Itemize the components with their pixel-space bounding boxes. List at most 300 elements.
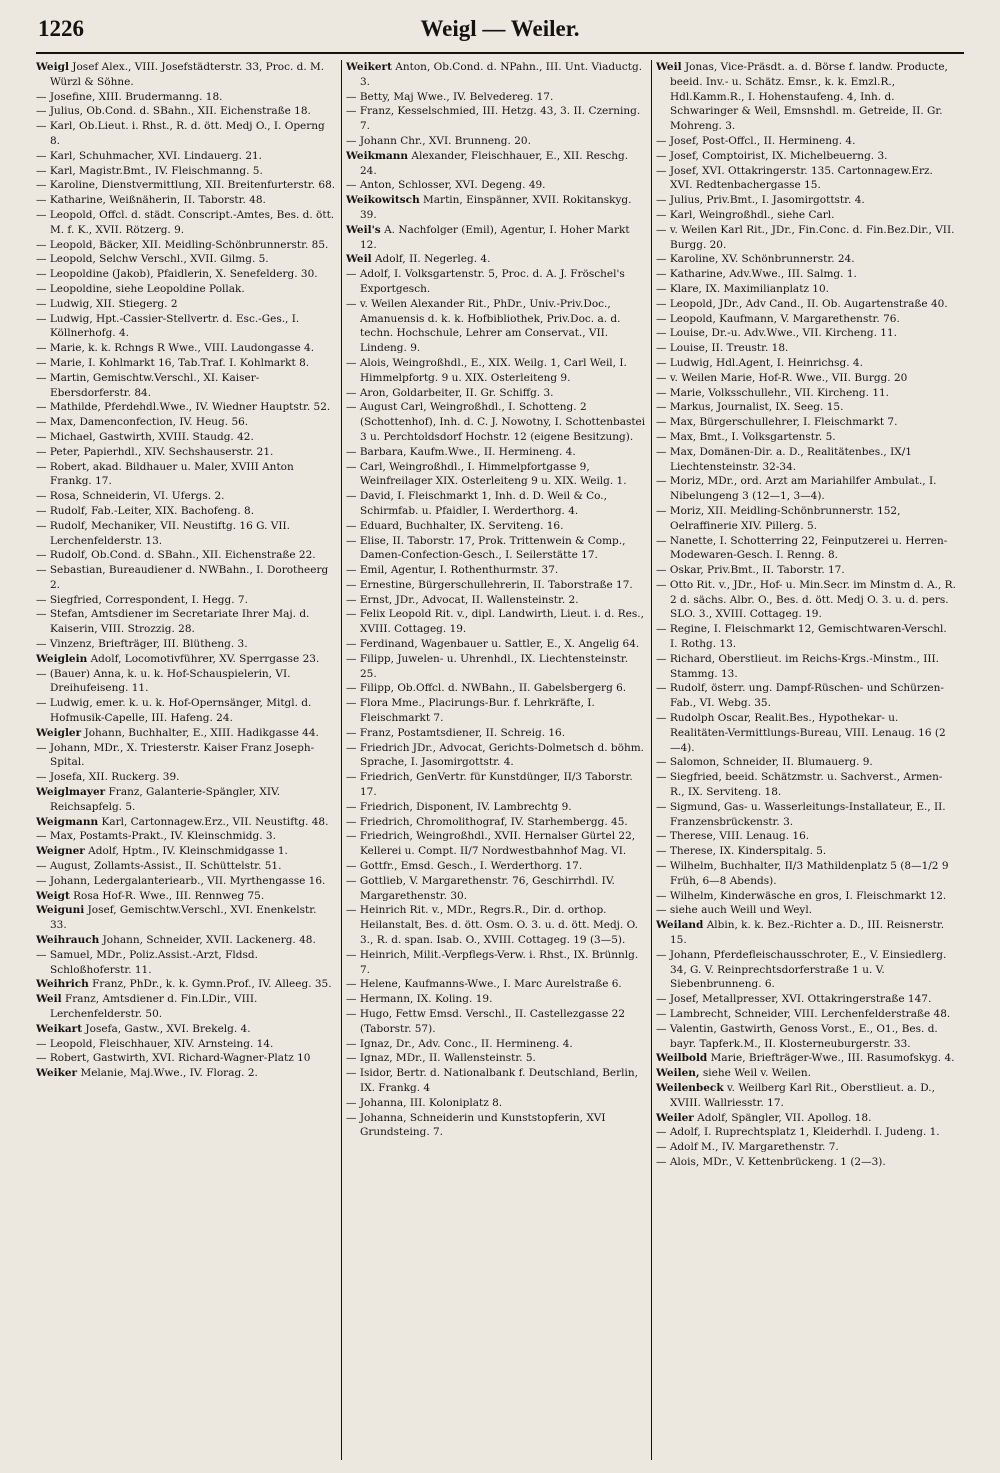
entry-headword: Weigl	[36, 61, 69, 73]
entry-headword: Weiglmayer	[36, 786, 106, 799]
directory-entry	[346, 859, 646, 874]
entry-text: — Felix Leopold Rit. v., dipl. Landwirth, Lieut. i. d. Res., XVIII. Cottageg. 19.	[346, 608, 644, 636]
entry-text: Alexander, Fleischhauer, E., XII. Reschg. 24.	[360, 149, 629, 177]
entry-text: — Josefa, XII. Ruckerg. 39.	[36, 771, 180, 784]
entry-text: — Karl, Weingroßhdl., siehe Carl.	[656, 208, 835, 221]
entry-text: — Carl, Weingroßhdl., I. Himmelpfortgasse 9, Weinfreilager XIX. Osterleiteng 9 u. XIX. Weilg. 1.	[346, 460, 627, 488]
entry-text: — Heinrich Rit. v., MDr., Regrs.R., Dir. d. orthop. Heilanstalt, Bes. d. ött. Osm. O. 3. u. d. ött. Medj. O. 3., R. d. span. Isab. O., XVIII. Cottageg. 19 (3—5).	[346, 904, 638, 947]
directory-entry	[36, 267, 336, 282]
directory-entry	[36, 607, 336, 637]
entry-text: — Rudolf, Fab.-Leiter, XIX. Bachofeng. 8.	[36, 504, 255, 517]
entry-text: Karl, Cartonnagew.Erz., VII. Neustiftg. 48.	[101, 815, 329, 828]
directory-entry	[36, 992, 336, 1022]
entry-text: — Josef, Comptoirist, IX. Michelbeuerng. 3.	[656, 149, 888, 162]
entry-text: — Robert, akad. Bildhauer u. Maler, XVIII Anton Frankg. 17.	[36, 460, 294, 488]
directory-entry	[36, 726, 336, 741]
directory-entry	[346, 903, 646, 947]
directory-entry	[36, 252, 336, 267]
directory-entry	[36, 178, 336, 193]
directory-entry	[346, 1066, 646, 1096]
entry-headword: Weigner	[36, 845, 85, 858]
entry-text: — Flora Mme., Placirungs-Bur. f. Lehrkräfte, I. Fleischmarkt 7.	[346, 697, 595, 725]
entry-headword: Weil's	[346, 223, 381, 236]
entry-text: Marie, Briefträger-Wwe., III. Rasumofskyg. 4.	[710, 1052, 955, 1065]
entry-text: — Louise, Dr.-u. Adv.Wwe., VII. Kircheng. 11.	[656, 327, 897, 340]
column-divider	[341, 60, 342, 1460]
entry-text: — Max, Bürgerschullehrer, I. Fleischmarkt 7.	[656, 416, 898, 429]
entry-headword: Weiguni	[36, 904, 85, 917]
directory-entry	[346, 1051, 646, 1066]
directory-entry	[36, 60, 336, 90]
column-3	[656, 60, 956, 1460]
entry-text: — Valentin, Gastwirth, Genoss Vorst., E., O1., Bes. d. bayr. Tapferk.M., II. Klosterneuburgerstr. 33.	[656, 1022, 938, 1050]
entry-text: — Rudolf, Mechaniker, VII. Neustiftg. 16 G. VII. Lerchenfelderstr. 13.	[36, 519, 290, 547]
directory-entry	[656, 208, 956, 223]
directory-entry	[346, 696, 646, 726]
directory-entry	[656, 504, 956, 534]
entry-text: — Hermann, IX. Koling. 19.	[346, 993, 493, 1006]
entry-text: — Josef, Post-Offcl., II. Hermineng. 4.	[656, 134, 856, 147]
directory-entry	[656, 800, 956, 830]
directory-entry	[656, 534, 956, 564]
entry-text: — Marie, I. Kohlmarkt 16, Tab.Traf. I. Kohlmarkt 8.	[36, 356, 310, 369]
directory-entry	[346, 534, 646, 564]
directory-entry	[36, 637, 336, 652]
directory-entry	[36, 400, 336, 415]
entry-text: — Leopoldine (Jakob), Pfaidlerin, X. Senefelderg. 30.	[36, 268, 318, 281]
entry-text: Adolf, Hptm., IV. Kleinschmidgasse 1.	[88, 845, 288, 858]
entry-text: — Eduard, Buchhalter, IX. Serviteng. 16.	[346, 519, 564, 532]
entry-text: — Vinzenz, Briefträger, III. Blütheng. 3.	[36, 638, 248, 651]
entry-text: — August Carl, Weingroßhdl., I. Schotteng. 2 (Schottenhof), Inh. d. C. J. Nowotny, I. Schottenbastei 3 u. Perchtoldsdorf Hochstr. 12 (eigene Besitzung).	[346, 401, 646, 443]
directory-entry	[36, 371, 336, 401]
directory-entry	[346, 992, 646, 1007]
directory-entry	[656, 681, 956, 711]
entry-headword: Weil	[346, 253, 372, 266]
directory-entry	[346, 1096, 646, 1111]
entry-text: — Klare, IX. Maximilianplatz 10.	[656, 282, 829, 295]
directory-entry	[36, 1051, 336, 1066]
directory-entry	[656, 267, 956, 282]
entry-text: — Leopold, Kaufmann, V. Margarethenstr. 76.	[656, 312, 900, 325]
entry-text: — Oskar, Priv.Bmt., II. Taborstr. 17.	[656, 564, 845, 577]
entry-text: — Leopold, Bäcker, XII. Meidling-Schönbrunnerstr. 85.	[36, 238, 329, 251]
entry-text: — Moriz, XII. Meidling-Schönbrunnerstr. 152, Oelraffinerie XIV. Pillerg. 5.	[656, 504, 901, 532]
entry-headword: Weiglein	[36, 652, 88, 665]
directory-entry	[656, 859, 956, 889]
entry-text: Melanie, Maj.Wwe., IV. Florag. 2.	[80, 1067, 258, 1080]
entry-text: Albin, k. k. Bez.-Richter a. D., III. Reisnerstr. 15.	[670, 919, 945, 947]
directory-entry	[346, 386, 646, 401]
directory-entry	[656, 297, 956, 312]
entry-text: Josefa, Gastw., XVI. Brekelg. 4.	[85, 1022, 251, 1035]
directory-entry	[346, 652, 646, 682]
directory-entry	[346, 741, 646, 771]
entry-text: — Johanna, Schneiderin und Kunststopferin, XVI Grundsteing. 7.	[346, 1111, 606, 1139]
entry-text: Josef, Gemischtw.Verschl., XVI. Enenkelstr. 33.	[50, 904, 317, 932]
entry-text: Johann, Buchhalter, E., XIII. Hadikgasse 44.	[84, 726, 319, 739]
entry-text: — Max, Bmt., I. Volksgartenstr. 5.	[656, 430, 836, 443]
directory-entry	[656, 474, 956, 504]
entry-text: — Siegfried, Correspondent, I. Hegg. 7.	[36, 593, 248, 606]
directory-entry	[656, 1051, 956, 1066]
entry-text: — Karl, Ob.Lieut. i. Rhst., R. d. ött. Medj O., I. Operng 8.	[36, 120, 325, 147]
entry-text: — Johann, Ledergalanteriearb., VII. Myrthengasse 16.	[36, 874, 326, 887]
directory-entry	[346, 193, 646, 223]
directory-entry	[656, 903, 956, 918]
entry-text: Martin, Einspänner, XVII. Rokitanskyg. 39.	[360, 194, 632, 221]
entry-text: — Rudolf, Ob.Cond. d. SBahn., XII. Eichenstraße 22.	[36, 549, 316, 562]
directory-entry	[656, 149, 956, 164]
entry-text: — Adolf, I. Ruprechtsplatz 1, Kleiderhdl. I. Judeng. 1.	[656, 1126, 940, 1139]
directory-entry	[346, 770, 646, 800]
directory-entry	[656, 652, 956, 682]
directory-entry	[36, 741, 336, 771]
directory-entry	[36, 785, 336, 815]
directory-entry	[346, 223, 646, 253]
entry-text: Adolf, Locomotivführer, XV. Sperrgasse 23.	[90, 652, 320, 665]
directory-entry	[346, 948, 646, 978]
entry-text: — Louise, II. Treustr. 18.	[656, 342, 789, 355]
directory-entry	[656, 164, 956, 194]
directory-entry	[656, 193, 956, 208]
entry-text: — Franz, Kesselschmied, III. Hetzg. 43, 3. II. Czerning. 7.	[346, 105, 641, 133]
directory-entry	[36, 815, 336, 830]
directory-entry	[36, 696, 336, 726]
directory-entry	[36, 297, 336, 312]
directory-entry	[346, 726, 646, 741]
entry-text: — Therese, VIII. Lenaug. 16.	[656, 830, 810, 843]
directory-entry	[36, 652, 336, 667]
directory-entry	[346, 60, 646, 90]
directory-entry	[346, 489, 646, 519]
entry-text: — Isidor, Bertr. d. Nationalbank f. Deutschland, Berlin, IX. Frankg. 4	[346, 1067, 638, 1094]
entry-text: — v. Weilen Marie, Hof-R. Wwe., VII. Burgg. 20	[656, 371, 908, 384]
entry-headword: Weikmann	[346, 149, 409, 162]
entry-headword: Weil	[36, 993, 62, 1006]
directory-entry	[656, 755, 956, 770]
directory-entry	[36, 889, 336, 904]
directory-entry	[346, 297, 646, 356]
entry-text: — Leopoldine, siehe Leopoldine Pollak.	[36, 282, 245, 295]
entry-text: — Moriz, MDr., ord. Arzt am Mariahilfer Ambulat., I. Nibelungeng 3 (12—1, 3—4).	[656, 475, 937, 503]
entry-text: — Katharine, Adv.Wwe., III. Salmg. 1.	[656, 268, 857, 281]
directory-entry	[346, 829, 646, 859]
directory-entry	[346, 578, 646, 593]
directory-entry	[656, 1140, 956, 1155]
column-2	[346, 60, 646, 1460]
directory-entry	[656, 326, 956, 341]
entry-text: Rosa Hof-R. Wwe., III. Rennweg 75.	[73, 889, 265, 902]
directory-entry	[656, 770, 956, 800]
directory-entry	[656, 415, 956, 430]
directory-entry	[346, 874, 646, 904]
entry-text: — Ignaz, MDr., II. Wallensteinstr. 5.	[346, 1052, 536, 1065]
entry-text: — Adolf, I. Volksgartenstr. 5, Proc. d. A. J. Fröschel's Exportgesch.	[346, 268, 625, 295]
entry-text: — Otto Rit. v., JDr., Hof- u. Min.Secr. im Minstm d. A., R. 2 d. sächs. Albr. O., Bes. d. ött. Medj O. 3. u. d. pers. SLO. 3., XVIII. Cottageg. 19.	[656, 578, 956, 621]
entry-text: Franz, Galanterie-Spängler, XIV. Reichsapfelg. 5.	[50, 786, 281, 813]
directory-entry	[36, 104, 336, 119]
directory-entry	[36, 593, 336, 608]
directory-entry	[36, 238, 336, 253]
directory-entry	[36, 164, 336, 179]
directory-entry	[346, 593, 646, 608]
entry-headword: Weikert	[346, 61, 392, 73]
entry-headword: Weil	[656, 61, 682, 73]
entry-text: — Robert, Gastwirth, XVI. Richard-Wagner-Platz 10	[36, 1052, 311, 1065]
directory-entry	[346, 637, 646, 652]
directory-entry	[656, 60, 956, 134]
entry-headword: Weiler	[656, 1111, 694, 1124]
entry-text: — Katharine, Weißnäherin, II. Taborstr. 48.	[36, 194, 266, 207]
directory-entry	[346, 267, 646, 297]
entry-text: — Alois, MDr., V. Kettenbrückeng. 1 (2—3).	[656, 1155, 886, 1168]
directory-entry	[656, 386, 956, 401]
entry-text: — Ernst, JDr., Advocat, II. Wallensteinstr. 2.	[346, 593, 579, 606]
directory-entry	[656, 844, 956, 859]
directory-entry	[656, 282, 956, 297]
entry-text: — Rudolf, österr. ung. Dampf-Rüschen- und Schürzen-Fab., VI. Webg. 35.	[656, 682, 944, 710]
entry-text: — Ferdinand, Wagenbauer u. Sattler, E., X. Angelig 64.	[346, 638, 640, 651]
directory-entry	[36, 90, 336, 105]
entry-text: — Ignaz, Dr., Adv. Conc., II. Hermineng. 4.	[346, 1037, 573, 1050]
directory-entry	[346, 815, 646, 830]
entry-headword: Weikowitsch	[346, 194, 420, 207]
directory-entry	[36, 977, 336, 992]
entry-text: — Siegfried, beeid. Schätzmstr. u. Sachverst., Armen-R., IX. Serviteng. 18.	[656, 771, 943, 799]
entry-text: — Friedrich, GenVertr. für Kunstdünger, II/3 Taborstr. 17.	[346, 771, 633, 799]
directory-entry	[36, 548, 336, 563]
entry-text: — Wilhelm, Kinderwäsche en gros, I. Fleischmarkt 12.	[656, 889, 947, 902]
entry-text: — Marie, k. k. Rchngs R Wwe., VIII. Laudongasse 4.	[36, 342, 315, 355]
entry-text: — Johann Chr., XVI. Brunneng. 20.	[346, 134, 531, 147]
entry-text: — Max, Domänen-Dir. a. D., Realitätenbes., IX/1 Liechtensteinstr. 32-34.	[656, 445, 912, 473]
entry-text: — Heinrich, Milit.-Verpflegs-Verw. i. Rhst., IX. Brünnlg. 7.	[346, 948, 639, 976]
directory-entry	[656, 371, 956, 386]
entry-text: — Julius, Ob.Cond. d. SBahn., XII. Eichenstraße 18.	[36, 105, 311, 118]
entry-headword: Weiker	[36, 1067, 78, 1080]
directory-entry	[36, 1066, 336, 1081]
directory-entry	[36, 519, 336, 549]
directory-entry	[656, 889, 956, 904]
directory-entry	[656, 223, 956, 253]
directory-entry	[656, 252, 956, 267]
directory-entry	[36, 859, 336, 874]
directory-entry	[346, 90, 646, 105]
directory-entry	[36, 933, 336, 948]
entry-headword: Weihrich	[36, 978, 89, 991]
entry-headword: Weigt	[36, 889, 70, 902]
entry-headword: Weigler	[36, 726, 82, 739]
entry-text: — David, I. Fleischmarkt 1, Inh. d. D. Weil & Co., Schirmfab. u. Pfaidler, I. Werderthorg. 4.	[346, 490, 607, 517]
directory-entry	[656, 400, 956, 415]
entry-text: — Friedrich, Weingroßhdl., XVII. Hernalser Gürtel 22, Kellerei u. Compt. II/7 Nordwestbahnhof Mag. VI.	[346, 830, 636, 858]
directory-entry	[346, 460, 646, 490]
directory-entry	[36, 415, 336, 430]
entry-text: Jonas, Vice-Präsdt. a. d. Börse f. landw. Producte, beeid. Inv.- u. Schätz. Emsr., k. k. Emzl.R., Hdl.Kamm.R., I. Hohenstaufeng. 4, Inh. d. Schwaringer & Weil, Emsnshdl. m. Getreide, II. Gr. Mohreng. 3.	[670, 61, 948, 133]
entry-text: — Franz, Postamtsdiener, II. Schreig. 16.	[346, 726, 566, 739]
entry-text: — Wilhelm, Buchhalter, II/3 Mathildenplatz 5 (8—1/2 9 Früh, 6—8 Abends).	[656, 860, 949, 887]
directory-entry	[656, 1155, 956, 1170]
entry-text: — Karl, Magistr.Bmt., IV. Fleischmanng. 5.	[36, 164, 263, 177]
directory-entry	[36, 504, 336, 519]
entry-text: — Salomon, Schneider, II. Blumauerg. 9.	[656, 756, 873, 769]
directory-entry	[656, 622, 956, 652]
directory-entry	[346, 1007, 646, 1037]
directory-entry	[36, 948, 336, 978]
entry-text: — Anton, Schlosser, XVI. Degeng. 49.	[346, 179, 546, 192]
entry-text: — Gottfr., Emsd. Gesch., I. Werderthorg. 17.	[346, 860, 583, 873]
entry-text: — Hugo, Fettw Emsd. Verschl., II. Castellezgasse 22 (Taborstr. 57).	[346, 1008, 626, 1035]
entry-text: — Samuel, MDr., Poliz.Assist.-Arzt, Fldsd. Schloßhoferstr. 11.	[36, 948, 258, 976]
directory-entry	[36, 282, 336, 297]
entry-text: — v. Weilen Alexander Rit., PhDr., Univ.-Priv.Doc., Amanuensis d. k. k. Hofbibliothek, Priv.Doc. a. d. techn. Hochschule, Lehrer am Conservat., VII. Lindeng. 9.	[346, 297, 621, 355]
entry-text: — Leopold, Fleischhauer, XIV. Arnsteing. 14.	[36, 1037, 274, 1050]
entry-headword: Weiland	[656, 919, 704, 932]
entry-headword: Weilbold	[656, 1052, 708, 1065]
directory-entry	[36, 460, 336, 490]
entry-text: — Johann, MDr., X. Triesterstr. Kaiser Franz Joseph-Spital.	[36, 741, 315, 769]
entry-text: — Emil, Agentur, I. Rothenthurmstr. 37.	[346, 564, 559, 577]
directory-entry	[656, 1125, 956, 1140]
directory-entry	[656, 918, 956, 948]
directory-entry	[346, 519, 646, 534]
entry-text: Adolf, Spängler, VII. Apollog. 18.	[697, 1111, 872, 1124]
entry-text: — Nanette, I. Schotterring 22, Feinputzerei u. Herren-Modewaren-Gesch. I. Renng. 8.	[656, 534, 948, 562]
directory-entry	[36, 149, 336, 164]
directory-entry	[346, 681, 646, 696]
entry-text: — Karoline, Dienstvermittlung, XII. Breitenfurterstr. 68.	[36, 179, 336, 192]
entry-text: Franz, PhDr., k. k. Gymn.Prof., IV. Alleeg. 35.	[92, 978, 332, 991]
directory-entry	[656, 341, 956, 356]
entry-text: — Rosa, Schneiderin, VI. Ufergs. 2.	[36, 490, 225, 503]
directory-entry	[346, 134, 646, 149]
directory-entry	[346, 445, 646, 460]
entry-text: — Stefan, Amtsdiener im Secretariate Ihrer Maj. d. Kaiserin, VIII. Strozzig. 28.	[36, 608, 310, 636]
entry-text: — Karoline, XV. Schönbrunnerstr. 24.	[656, 253, 855, 266]
directory-entry	[656, 563, 956, 578]
entry-text: — Friedrich, Chromolithograf, IV. Starhembergg. 45.	[346, 815, 628, 828]
running-head: Weigl — Weiler.	[420, 16, 580, 41]
entry-text: — Martin, Gemischtw.Verschl., XI. Kaiser-Ebersdorferstr. 84.	[36, 371, 260, 399]
entry-text: — Therese, IX. Kinderspitalg. 5.	[656, 845, 827, 858]
directory-entry	[346, 178, 646, 193]
entry-text: — Josefine, XIII. Brudermanng. 18.	[36, 90, 223, 103]
directory-entry	[656, 430, 956, 445]
entry-text: — Leopold, Offcl. d. städt. Conscript.-Amtes, Bes. d. ött. M. f. K., XVII. Rötzerg. 9.	[36, 208, 335, 236]
directory-entry	[346, 977, 646, 992]
entry-text: — Karl, Schuhmacher, XVI. Lindauerg. 21.	[36, 149, 263, 162]
directory-entry	[656, 711, 956, 755]
entry-text: — Ludwig, emer. k. u. k. Hof-Opernsänger, Mitgl. d. Hofmusik-Capelle, III. Hafeng. 24.	[36, 697, 312, 725]
directory-entry	[656, 1066, 956, 1081]
entry-text: — Max, Postamts-Prakt., IV. Kleinschmidg. 3.	[36, 830, 276, 843]
directory-entry	[346, 563, 646, 578]
directory-entry	[36, 1022, 336, 1037]
directory-entry	[656, 948, 956, 992]
column-divider	[651, 60, 652, 1460]
entry-text: — Max, Damenconfection, IV. Heug. 56.	[36, 416, 249, 429]
entry-text: — Adolf M., IV. Margarethenstr. 7.	[656, 1141, 839, 1154]
directory-entry	[346, 252, 646, 267]
directory-entry	[346, 104, 646, 134]
directory-entry	[656, 134, 956, 149]
entry-text: — Elise, II. Taborstr. 17, Prok. Trittenwein & Comp., Damen-Confection-Gesch., I. Seilerstätte 17.	[346, 534, 626, 562]
directory-entry	[656, 1081, 956, 1111]
directory-entry	[346, 1111, 646, 1141]
entry-text: v. Weilberg Karl Rit., Oberstlieut. a. D., XVIII. Wallriesstr. 17.	[670, 1081, 935, 1109]
entry-text: — Sigmund, Gas- u. Wasserleitungs-Installateur, E., II. Franzensbrückenstr. 3.	[656, 800, 946, 828]
directory-entry	[656, 312, 956, 327]
entry-text: A. Nachfolger (Emil), Agentur, I. Hoher Markt 12.	[360, 223, 630, 251]
directory-entry	[36, 208, 336, 238]
entry-text: Josef Alex., VIII. Josefstädterstr. 33, Proc. d. M. Würzl & Söhne.	[50, 61, 325, 88]
directory-entry	[346, 607, 646, 637]
entry-text: Adolf, II. Negerleg. 4.	[374, 253, 491, 266]
entry-text: — Barbara, Kaufm.Wwe., II. Hermineng. 4.	[346, 445, 576, 458]
entry-text: — Peter, Papierhdl., XIV. Sechshauserstr. 21.	[36, 445, 274, 458]
entry-text: siehe Weil v. Weilen.	[702, 1067, 811, 1080]
directory-entry	[656, 1111, 956, 1126]
directory-entry	[36, 770, 336, 785]
directory-entry	[36, 193, 336, 208]
entry-text: — Friedrich JDr., Advocat, Gerichts-Dolmetsch d. böhm. Sprache, I. Jasomirgottstr. 4.	[346, 741, 645, 769]
entry-text: — Leopold, JDr., Adv Cand., II. Ob. Augartenstraße 40.	[656, 297, 948, 310]
directory-entry	[36, 829, 336, 844]
entry-text: — Helene, Kaufmanns-Wwe., I. Marc Aurelstraße 6.	[346, 978, 622, 991]
entry-text: — Leopold, Selchw Verschl., XVII. Gilmg. 5.	[36, 253, 269, 266]
directory-entry	[656, 829, 956, 844]
directory-entry	[346, 800, 646, 815]
directory-entry	[346, 1037, 646, 1052]
entry-text: — Filipp, Juwelen- u. Uhrenhdl., IX. Liechtensteinstr. 25.	[346, 652, 629, 680]
entry-text: — Aron, Goldarbeiter, II. Gr. Schiffg. 3.	[346, 386, 554, 399]
directory-entry	[36, 341, 336, 356]
entry-text: — Friedrich, Disponent, IV. Lambrechtg 9.	[346, 800, 572, 813]
directory-entry	[656, 1022, 956, 1052]
entry-text: — Julius, Priv.Bmt., I. Jasomirgottstr. 4.	[656, 194, 865, 207]
directory-entry	[36, 119, 336, 149]
entry-headword: Weigmann	[36, 815, 99, 828]
directory-entry	[36, 489, 336, 504]
directory-entry	[656, 992, 956, 1007]
entry-text: — Michael, Gastwirth, XVIII. Staudg. 42.	[36, 430, 254, 443]
entry-headword: Weilen,	[656, 1067, 700, 1080]
directory-entry	[36, 312, 336, 342]
entry-text: — Ernestine, Bürgerschullehrerin, II. Taborstraße 17.	[346, 578, 633, 591]
entry-text: Anton, Ob.Cond. d. NPahn., III. Unt. Viaductg. 3.	[360, 61, 643, 88]
page-number: 1226	[38, 16, 84, 41]
entry-text: — Alois, Weingroßhdl., E., XIX. Weilg. 1, Carl Weil, I. Himmelpfortg. 9 u. XIX. Osterleiteng 9.	[346, 356, 627, 384]
entry-text: — Josef, XVI. Ottakringerstr. 135. Cartonnagew.Erz. XVI. Redtenbachergasse 15.	[656, 164, 933, 192]
directory-entry	[346, 149, 646, 179]
entry-text: — (Bauer) Anna, k. u. k. Hof-Schauspielerin, VI. Dreihufeiseng. 11.	[36, 667, 291, 695]
entry-text: — Marie, Volksschullehr., VII. Kircheng. 11.	[656, 386, 890, 399]
directory-entry	[656, 445, 956, 475]
entry-text: — Richard, Oberstlieut. im Reichs-Krgs.-Minstm., III. Stammg. 13.	[656, 652, 939, 680]
directory-entry	[656, 356, 956, 371]
entry-text: — v. Weilen Karl Rit., JDr., Fin.Conc. d. Fin.Bez.Dir., VII. Burgg. 20.	[656, 223, 955, 251]
entry-text: — Rudolph Oscar, Realit.Bes., Hypothekar- u. Realitäten-Vermittlungs-Bureau, VIII. Lenaug. 16 (2—4).	[656, 712, 946, 754]
directory-entry	[36, 563, 336, 593]
directory-entry	[36, 430, 336, 445]
entry-text: — Regine, I. Fleischmarkt 12, Gemischtwaren-Verschl. I. Rothg. 13.	[656, 623, 947, 651]
entry-text: Johann, Schneider, XVII. Lackenerg. 48.	[102, 934, 316, 947]
column-1	[36, 60, 336, 1460]
entry-text: — Ludwig, XII. Stiegerg. 2	[36, 297, 178, 310]
entry-text: — Johann, Pferdefleischausschroter, E., V. Einsiedlerg. 34, G. V. Reinprechtsdorferstraße 1 u. V. Siebenbrunneng. 6.	[656, 948, 947, 991]
directory-entry	[36, 445, 336, 460]
